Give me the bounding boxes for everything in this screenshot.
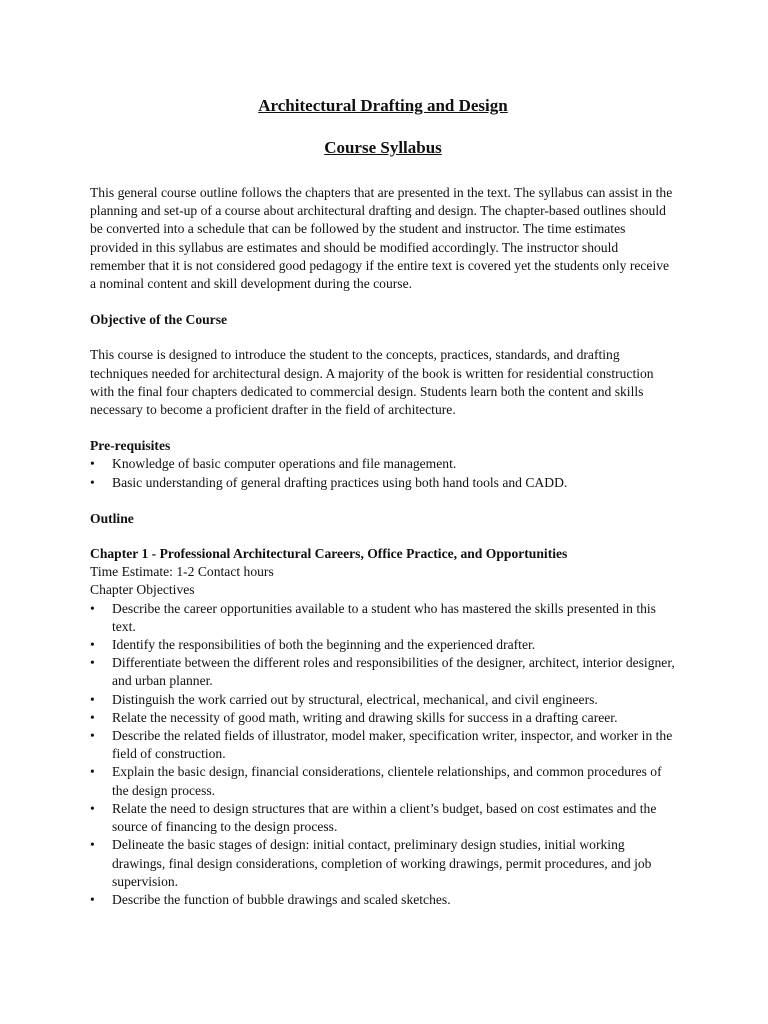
list-item <box>90 891 676 909</box>
list-item-text: Differentiate between the different roles and responsibilities of the designer, architect, interior designer, and urban planner. <box>112 655 675 689</box>
bullet-icon: • <box>90 837 95 853</box>
list-item <box>90 654 676 690</box>
document-subtitle: Course Syllabus <box>324 138 442 157</box>
bullet-icon: • <box>90 600 95 616</box>
list-item-text: Distinguish the work carried out by structural, electrical, mechanical, and civil engineers. <box>112 691 598 707</box>
chapter-objectives-label: Chapter Objectives <box>90 582 195 598</box>
list-item-text: Relate the necessity of good math, writing and drawing skills for success in a drafting career. <box>112 709 618 725</box>
prerequisites-list <box>90 455 676 491</box>
bullet-icon: • <box>90 709 95 725</box>
bullet-icon: • <box>90 456 95 472</box>
chapter-title: Chapter 1 - Professional Architectural Careers, Office Practice, and Opportunities <box>90 546 568 562</box>
bullet-icon: • <box>90 637 95 653</box>
objective-heading: Objective of the Course <box>90 312 228 328</box>
list-item <box>90 455 676 473</box>
bullet-icon: • <box>90 800 95 816</box>
chapter-objectives-list <box>90 600 676 909</box>
list-item <box>90 474 676 492</box>
list-item-text: Explain the basic design, financial considerations, clientele relationships, and common procedures of the design process. <box>112 764 662 798</box>
time-estimate: Time Estimate: 1-2 Contact hours <box>90 564 274 580</box>
list-item <box>90 836 676 891</box>
list-item <box>90 691 676 709</box>
bullet-icon: • <box>90 474 95 490</box>
list-item <box>90 600 676 636</box>
list-item-text: Knowledge of basic computer operations and file management. <box>112 456 457 472</box>
list-item-text: Identify the responsibilities of both the beginning and the experienced drafter. <box>112 637 536 653</box>
intro-paragraph: This general course outline follows the chapters that are presented in the text. The syllabus can assist in the planning and set-up of a course about architectural drafting and design. The chapter-based outlines should be converted into a schedule that can be followed by the student and instructor. The time estimates provided in this syllabus are estimates and should be modified accordingly. The instructor should remember that it is not considered good pedagogy if the entire text is covered yet the students only receive a nominal content and skill development during the course. <box>90 185 673 292</box>
objective-paragraph: This course is designed to introduce the student to the concepts, practices, standards, and drafting techniques needed for architectural design. A majority of the book is written for residential construction with the final four chapters dedicated to commercial design. Students learn both the content and skills necessary to become a proficient drafter in the field of architecture. <box>90 347 654 418</box>
outline-heading: Outline <box>90 510 134 526</box>
list-item-text: Relate the need to design structures that are within a client’s budget, based on cost estimates and the source of financing to the design process. <box>112 800 657 835</box>
bullet-icon: • <box>90 655 95 671</box>
list-item <box>90 636 676 654</box>
list-item <box>90 800 676 836</box>
list-item-text: Delineate the basic stages of design: initial contact, preliminary design studies, initial working drawings, final design considerations, completion of working drawings, permit procedures, and job supervision. <box>112 837 652 889</box>
list-item-text: Describe the function of bubble drawings and scaled sketches. <box>112 891 451 907</box>
bullet-icon: • <box>90 728 95 744</box>
list-item <box>90 727 676 763</box>
bullet-icon: • <box>90 891 95 907</box>
prerequisites-heading: Pre-requisites <box>90 438 171 454</box>
list-item-text: Describe the career opportunities available to a student who has mastered the skills presented in this text. <box>112 600 656 634</box>
bullet-icon: • <box>90 691 95 707</box>
list-item <box>90 763 676 799</box>
list-item-text: Basic understanding of general drafting practices using both hand tools and CADD. <box>112 474 568 490</box>
document-title: Architectural Drafting and Design <box>258 96 508 115</box>
bullet-icon: • <box>90 764 95 780</box>
list-item-text: Describe the related fields of illustrator, model maker, specification writer, inspector, and worker in the field of construction. <box>112 728 673 762</box>
list-item <box>90 709 676 727</box>
